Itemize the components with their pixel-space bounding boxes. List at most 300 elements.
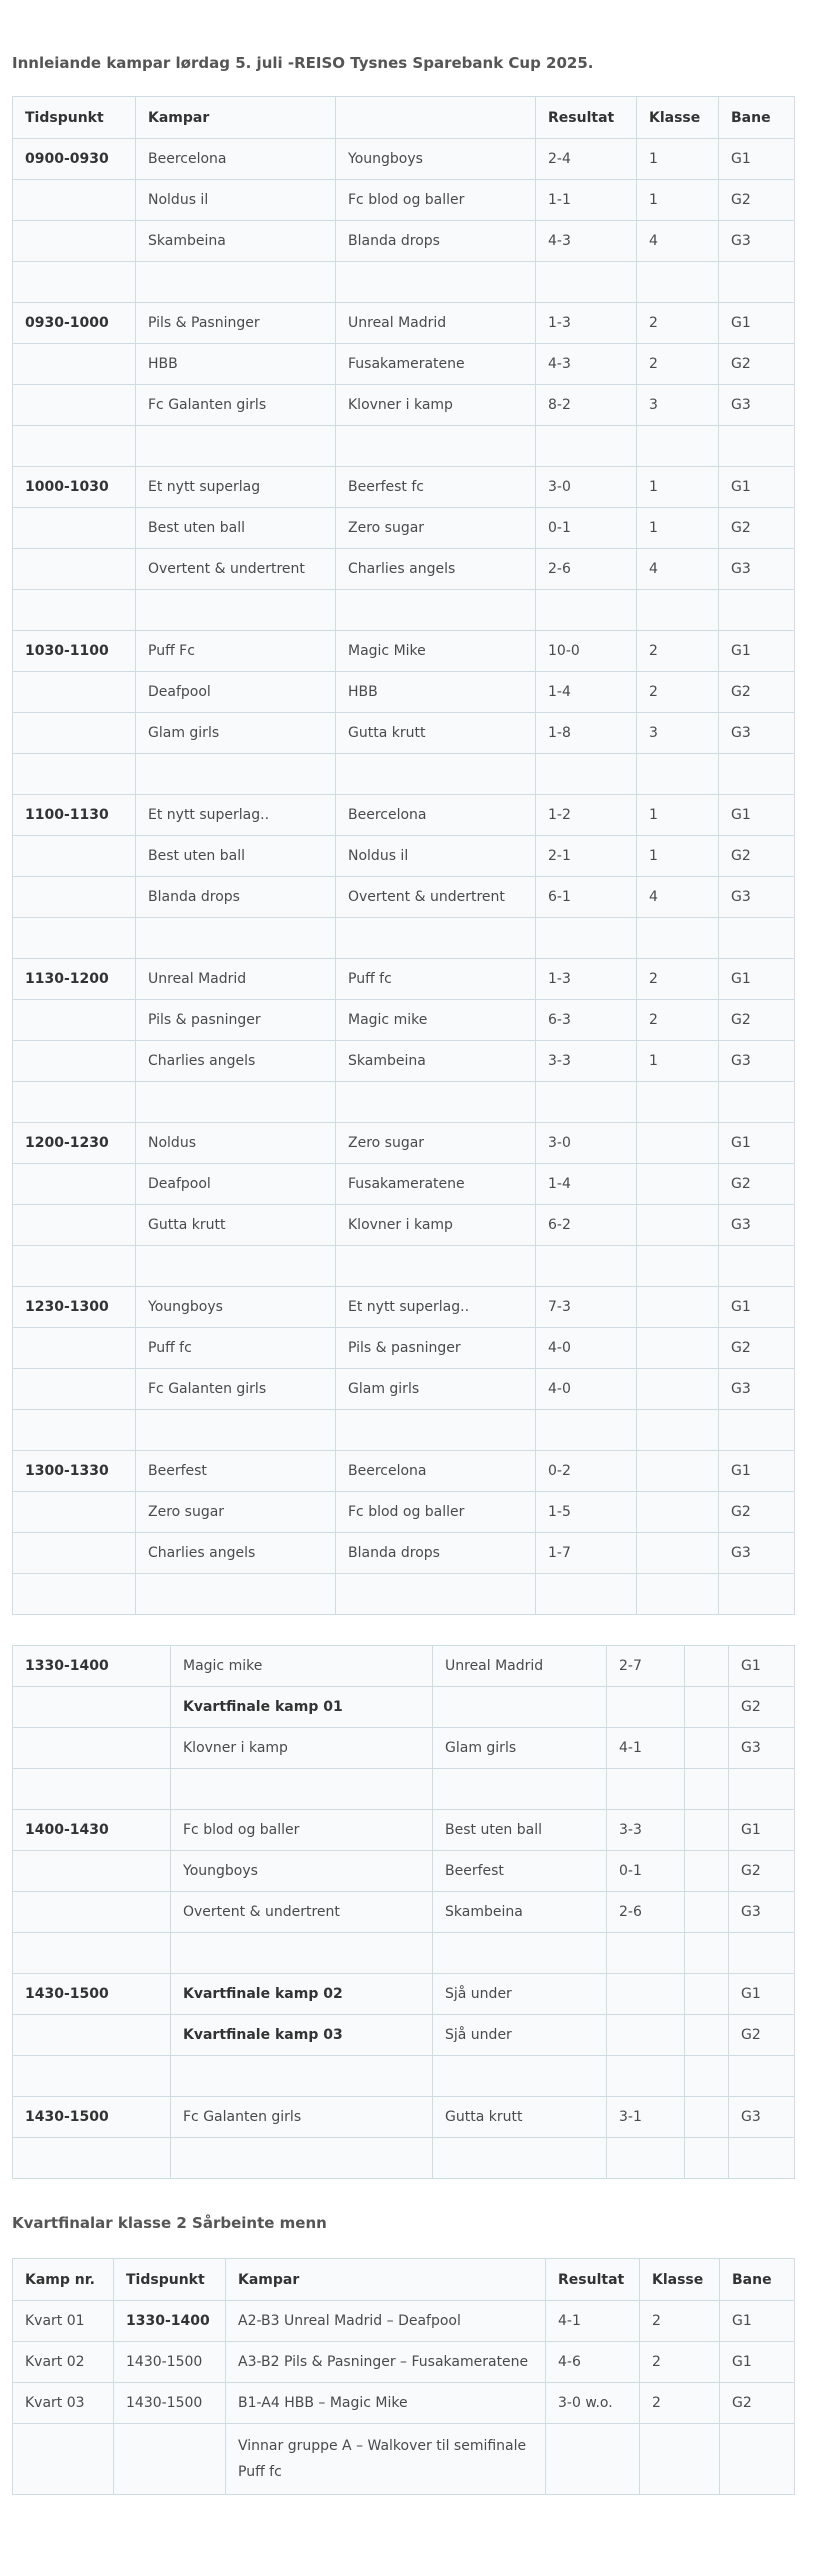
cell-team-away: Klovner i kamp: [336, 385, 536, 426]
cell-team-away: Et nytt superlag..: [336, 1287, 536, 1328]
cell-field: [729, 2138, 795, 2179]
cell-result: [536, 1082, 637, 1123]
cell-class: [637, 1369, 719, 1410]
cell-team-home: Klovner i kamp: [171, 1728, 433, 1769]
schedule-table-afternoon: [12, 1645, 795, 2179]
table-row: [13, 2383, 795, 2424]
cell-team-home: HBB: [136, 344, 336, 385]
cell-team-home: Best uten ball: [136, 836, 336, 877]
schedule-table-group-stage: [12, 96, 795, 1615]
col-header-result: Resultat: [536, 97, 637, 139]
cell-team-home: Noldus: [136, 1123, 336, 1164]
cell-class: [637, 1123, 719, 1164]
cell-class: 1: [637, 508, 719, 549]
table-row: [13, 467, 795, 508]
cell-team-home: [136, 1082, 336, 1123]
cell-class: [637, 1246, 719, 1287]
table-row: [13, 1810, 795, 1851]
table-row: [13, 303, 795, 344]
cell-result: 0-1: [536, 508, 637, 549]
cell-time: [13, 2015, 171, 2056]
table-cell: [640, 2424, 720, 2495]
cell-time: 1400-1430: [13, 1810, 171, 1851]
cell-team-away: Skambeina: [433, 1892, 607, 1933]
cell-field: G2: [729, 2015, 795, 2056]
cell-time: [13, 1041, 136, 1082]
cell-time: [13, 1246, 136, 1287]
cell-result: 1-4: [536, 1164, 637, 1205]
cell-team-home: Magic mike: [171, 1646, 433, 1687]
cell-field: G3: [719, 1041, 795, 1082]
table-row: [13, 1287, 795, 1328]
cell-result: 2-7: [607, 1646, 685, 1687]
cell-time: [13, 672, 136, 713]
cell-field: [729, 1933, 795, 1974]
cell-field: G3: [719, 221, 795, 262]
table-row: [13, 1123, 795, 1164]
table-row: [13, 2342, 795, 2383]
cell-time: 1300-1330: [13, 1451, 136, 1492]
cell-class: 1: [637, 1041, 719, 1082]
cell-team-home: [136, 590, 336, 631]
col-header-field: Bane: [720, 2259, 795, 2301]
cell-time: [13, 1533, 136, 1574]
cell-time: [13, 877, 136, 918]
cell-result: 4-0: [536, 1369, 637, 1410]
cell-team-away: Glam girls: [336, 1369, 536, 1410]
table-row: [13, 1246, 795, 1287]
cell-team-home: Kvartfinale kamp 01: [171, 1687, 433, 1728]
table-row: [13, 1328, 795, 1369]
cell-team-away: Beercelona: [336, 1451, 536, 1492]
cell-field: G3: [719, 1533, 795, 1574]
cell-result: [536, 590, 637, 631]
cell-field: [719, 1246, 795, 1287]
cell-team-away: Gutta krutt: [433, 2097, 607, 2138]
cell-result: [536, 1410, 637, 1451]
cell-team-home: [136, 426, 336, 467]
table-row: [13, 631, 795, 672]
cell-team-home: [136, 262, 336, 303]
cell-class: [685, 1892, 729, 1933]
col-header-opponent: [336, 97, 536, 139]
cell-time: [13, 426, 136, 467]
cell-result: 4-3: [536, 344, 637, 385]
cell-result: 3-0 w.o.: [546, 2383, 640, 2424]
cell-time: [13, 508, 136, 549]
cell-time: 0900-0930: [13, 139, 136, 180]
cell-team-home: Puff fc: [136, 1328, 336, 1369]
cell-field: G3: [729, 1892, 795, 1933]
cell-field: G1: [719, 1451, 795, 1492]
cell-time: Kvart 02: [13, 2342, 114, 2383]
cell-class: [685, 1687, 729, 1728]
cell-result: [607, 1769, 685, 1810]
cell-team-away: [336, 1246, 536, 1287]
cell-team-home: Et nytt superlag: [136, 467, 336, 508]
cell-result: 4-6: [546, 2342, 640, 2383]
cell-class: 2: [640, 2301, 720, 2342]
table-row: [13, 1687, 795, 1728]
cell-result: 1-1: [536, 180, 637, 221]
cell-time: [13, 836, 136, 877]
cell-team-home: Deafpool: [136, 1164, 336, 1205]
cell-time: 1130-1200: [13, 959, 136, 1000]
table-row: [13, 2056, 795, 2097]
table-row: [13, 1574, 795, 1615]
schedule-table-body: [13, 139, 795, 1615]
cell-result: 3-0: [536, 467, 637, 508]
cell-team-away: [336, 590, 536, 631]
cell-team-home: Glam girls: [136, 713, 336, 754]
cell-team-away: Beerfest: [433, 1851, 607, 1892]
cell-field: G1: [719, 631, 795, 672]
table-row: [13, 836, 795, 877]
cell-team-away: B1-A4 HBB – Magic Mike: [226, 2383, 546, 2424]
table-row: [13, 1974, 795, 2015]
cell-team-away: Sjå under: [433, 2015, 607, 2056]
cell-team-away: Beerfest fc: [336, 467, 536, 508]
cell-team-home: Fc Galanten girls: [171, 2097, 433, 2138]
cell-team-home: Overtent & undertrent: [171, 1892, 433, 1933]
cell-team-home: Puff Fc: [136, 631, 336, 672]
col-header-time: Tidspunkt: [114, 2259, 226, 2301]
cell-team-away: A3-B2 Pils & Pasninger – Fusakameratene: [226, 2342, 546, 2383]
table-row: [13, 1533, 795, 1574]
cell-team-away: [433, 2138, 607, 2179]
cell-team-home: Youngboys: [136, 1287, 336, 1328]
cell-result: [536, 1574, 637, 1615]
col-header-match-no: Kamp nr.: [13, 2259, 114, 2301]
cell-class: 2: [637, 344, 719, 385]
col-header-time: Tidspunkt: [13, 97, 136, 139]
cell-team-home: Kvartfinale kamp 03: [171, 2015, 433, 2056]
cell-field: G2: [729, 1851, 795, 1892]
cell-field: G1: [729, 1974, 795, 2015]
walkover-note-line: Vinnar gruppe A – Walkover til semifinale: [238, 2438, 527, 2454]
table-row: [13, 1410, 795, 1451]
cell-result: 6-1: [536, 877, 637, 918]
table-row: [13, 385, 795, 426]
cell-team-home: Zero sugar: [136, 1492, 336, 1533]
table-row: [13, 2138, 795, 2179]
cell-class: 3: [637, 385, 719, 426]
cell-class: 1: [637, 180, 719, 221]
cell-team-away: Overtent & undertrent: [336, 877, 536, 918]
cell-field: G1: [719, 795, 795, 836]
cell-result: [536, 426, 637, 467]
cell-class: [637, 1410, 719, 1451]
cell-field: G2: [719, 180, 795, 221]
cell-class: [685, 2097, 729, 2138]
cell-time: [13, 713, 136, 754]
cell-team-away: [336, 426, 536, 467]
cell-class: [637, 1492, 719, 1533]
table-row: [13, 2424, 795, 2495]
cell-time: [13, 2138, 171, 2179]
table-row: [13, 1933, 795, 1974]
cell-team-away: [336, 918, 536, 959]
cell-class: [685, 1810, 729, 1851]
cell-class: [685, 1974, 729, 2015]
cell-class: [685, 2015, 729, 2056]
cell-result: 2-6: [536, 549, 637, 590]
cell-time: [13, 1205, 136, 1246]
table-row: [13, 221, 795, 262]
cell-class: [637, 1164, 719, 1205]
table-header-row: [13, 97, 795, 139]
cell-field: G1: [720, 2342, 795, 2383]
cell-team-away: Zero sugar: [336, 508, 536, 549]
cell-result: 3-3: [607, 1810, 685, 1851]
cell-team-home: Charlies angels: [136, 1533, 336, 1574]
table-row: [13, 1646, 795, 1687]
cell-class: [637, 1451, 719, 1492]
cell-result: 0-2: [536, 1451, 637, 1492]
cell-team-away: Fc blod og baller: [336, 1492, 536, 1533]
table-row: [13, 1041, 795, 1082]
cell-team-away: Sjå under: [433, 1974, 607, 2015]
cell-time: [13, 918, 136, 959]
cell-team-away: Youngboys: [336, 139, 536, 180]
table-row: [13, 2097, 795, 2138]
cell-field: G2: [719, 1164, 795, 1205]
cell-team-home: [136, 918, 336, 959]
cell-time: [13, 754, 136, 795]
cell-class: 2: [640, 2383, 720, 2424]
cell-field: G1: [729, 1810, 795, 1851]
cell-class: [685, 2056, 729, 2097]
cell-field: G2: [719, 836, 795, 877]
cell-team-away: HBB: [336, 672, 536, 713]
cell-team-home: Pils & Pasninger: [136, 303, 336, 344]
cell-time: [13, 549, 136, 590]
cell-field: [719, 754, 795, 795]
cell-team-away: Magic Mike: [336, 631, 536, 672]
cell-result: 2-6: [607, 1892, 685, 1933]
cell-team-away: [433, 2056, 607, 2097]
cell-team-home: Deafpool: [136, 672, 336, 713]
cell-time: [13, 1851, 171, 1892]
cell-team-away: [336, 754, 536, 795]
cell-team-away: Fc blod og baller: [336, 180, 536, 221]
table-row: [13, 2301, 795, 2342]
table-cell: [546, 2424, 640, 2495]
cell-time: 1330-1400: [13, 1646, 171, 1687]
cell-team-away: Fusakameratene: [336, 344, 536, 385]
cell-class: [685, 2138, 729, 2179]
table-row: [13, 877, 795, 918]
cell-field: G1: [719, 1123, 795, 1164]
cell-team-home: 1430-1500: [114, 2342, 226, 2383]
cell-class: [637, 754, 719, 795]
cell-team-away: [433, 1687, 607, 1728]
cell-team-home: [136, 754, 336, 795]
cell-class: 4: [637, 221, 719, 262]
cell-team-away: Magic mike: [336, 1000, 536, 1041]
table-row: [13, 590, 795, 631]
table-header-row: [13, 2259, 795, 2301]
cell-field: G2: [719, 1492, 795, 1533]
cell-team-home: [171, 2138, 433, 2179]
cell-team-home: Skambeina: [136, 221, 336, 262]
cell-class: 2: [637, 631, 719, 672]
cell-result: [536, 1246, 637, 1287]
cell-time: 1230-1300: [13, 1287, 136, 1328]
cell-class: [685, 1851, 729, 1892]
cell-field: [729, 2056, 795, 2097]
col-header-class: Klasse: [640, 2259, 720, 2301]
table-row: [13, 959, 795, 1000]
cell-result: 0-1: [607, 1851, 685, 1892]
cell-field: G2: [719, 1328, 795, 1369]
cell-team-home: Best uten ball: [136, 508, 336, 549]
cell-result: 1-4: [536, 672, 637, 713]
cell-team-home: [171, 1933, 433, 1974]
cell-time: [13, 262, 136, 303]
cell-class: 2: [637, 959, 719, 1000]
cell-time: Kvart 01: [13, 2301, 114, 2342]
cell-team-home: Beercelona: [136, 139, 336, 180]
cell-result: 6-2: [536, 1205, 637, 1246]
cell-class: [637, 426, 719, 467]
cell-team-home: Noldus il: [136, 180, 336, 221]
cell-result: 3-0: [536, 1123, 637, 1164]
table-row: [13, 1728, 795, 1769]
cell-time: [13, 221, 136, 262]
cell-team-away: Best uten ball: [433, 1810, 607, 1851]
cell-class: [637, 1574, 719, 1615]
cell-class: 1: [637, 836, 719, 877]
cell-team-home: Beerfest: [136, 1451, 336, 1492]
table-row: [13, 1000, 795, 1041]
cell-class: [637, 1205, 719, 1246]
cell-team-home: [171, 2056, 433, 2097]
cell-result: 2-4: [536, 139, 637, 180]
cell-time: [13, 1000, 136, 1041]
cell-team-away: Beercelona: [336, 795, 536, 836]
table-row: [13, 1769, 795, 1810]
schedule-table-body: [13, 1646, 795, 2179]
table-row: [13, 344, 795, 385]
col-header-class: Klasse: [637, 97, 719, 139]
cell-time: [13, 1769, 171, 1810]
table-row: [13, 180, 795, 221]
table-row: [13, 1451, 795, 1492]
cell-team-away: Klovner i kamp: [336, 1205, 536, 1246]
col-header-matches: Kampar: [136, 97, 336, 139]
cell-team-away: [433, 1769, 607, 1810]
cell-class: 1: [637, 139, 719, 180]
table-row: [13, 713, 795, 754]
cell-result: 4-0: [536, 1328, 637, 1369]
cell-result: [536, 754, 637, 795]
cell-time: [13, 344, 136, 385]
cell-class: 4: [637, 877, 719, 918]
table-row: [13, 549, 795, 590]
cell-field: [729, 1769, 795, 1810]
cell-team-away: Gutta krutt: [336, 713, 536, 754]
cell-field: G3: [729, 1728, 795, 1769]
cell-class: [637, 1082, 719, 1123]
cell-time: [13, 1892, 171, 1933]
cell-team-away: Puff fc: [336, 959, 536, 1000]
cell-field: G1: [720, 2301, 795, 2342]
cell-class: [637, 918, 719, 959]
table-row: [13, 918, 795, 959]
cell-result: 4-1: [546, 2301, 640, 2342]
cell-result: [607, 2015, 685, 2056]
cell-team-away: Noldus il: [336, 836, 536, 877]
quarterfinal-heading: Kvartfinalar klasse 2 Sårbeinte menn: [12, 2214, 327, 2232]
cell-team-away: Charlies angels: [336, 549, 536, 590]
table-row: [13, 139, 795, 180]
cell-class: [637, 262, 719, 303]
col-header-matches: Kampar: [226, 2259, 546, 2301]
cell-result: 3-1: [607, 2097, 685, 2138]
table-row: [13, 1851, 795, 1892]
cell-time: 1030-1100: [13, 631, 136, 672]
table-row: [13, 262, 795, 303]
cell-team-home: [136, 1246, 336, 1287]
cell-field: [719, 918, 795, 959]
cell-team-away: Glam girls: [433, 1728, 607, 1769]
table-row: [13, 1205, 795, 1246]
quarterfinal-table-body: [13, 2301, 795, 2424]
cell-team-away: Fusakameratene: [336, 1164, 536, 1205]
cell-field: [719, 590, 795, 631]
cell-field: G2: [719, 508, 795, 549]
cell-result: [536, 262, 637, 303]
cell-class: 2: [637, 303, 719, 344]
table-row: [13, 1369, 795, 1410]
table-cell: [13, 2424, 114, 2495]
cell-result: [607, 2056, 685, 2097]
walkover-note-team: Puff fc: [238, 2464, 282, 2480]
cell-team-home: 1430-1500: [114, 2383, 226, 2424]
cell-team-away: Unreal Madrid: [433, 1646, 607, 1687]
cell-field: [719, 1574, 795, 1615]
cell-time: 1430-1500: [13, 2097, 171, 2138]
cell-time: [13, 1933, 171, 1974]
cell-field: G3: [719, 549, 795, 590]
cell-team-away: Blanda drops: [336, 221, 536, 262]
cell-result: 1-7: [536, 1533, 637, 1574]
cell-field: G3: [729, 2097, 795, 2138]
table-row: [13, 754, 795, 795]
cell-field: G2: [720, 2383, 795, 2424]
cell-result: 7-3: [536, 1287, 637, 1328]
cell-team-away: Blanda drops: [336, 1533, 536, 1574]
cell-field: [719, 262, 795, 303]
cell-time: 1430-1500: [13, 1974, 171, 2015]
cell-team-away: [336, 1082, 536, 1123]
cell-field: G3: [719, 1205, 795, 1246]
cell-field: [719, 1082, 795, 1123]
cell-time: [13, 2056, 171, 2097]
cell-time: 1000-1030: [13, 467, 136, 508]
cell-class: 3: [637, 713, 719, 754]
cell-result: [607, 1933, 685, 1974]
cell-result: 3-3: [536, 1041, 637, 1082]
cell-result: 6-3: [536, 1000, 637, 1041]
cell-field: [719, 426, 795, 467]
table-row: [13, 426, 795, 467]
cell-field: G1: [719, 1287, 795, 1328]
cell-team-home: Fc Galanten girls: [136, 1369, 336, 1410]
cell-result: 4-3: [536, 221, 637, 262]
cell-field: G3: [719, 877, 795, 918]
